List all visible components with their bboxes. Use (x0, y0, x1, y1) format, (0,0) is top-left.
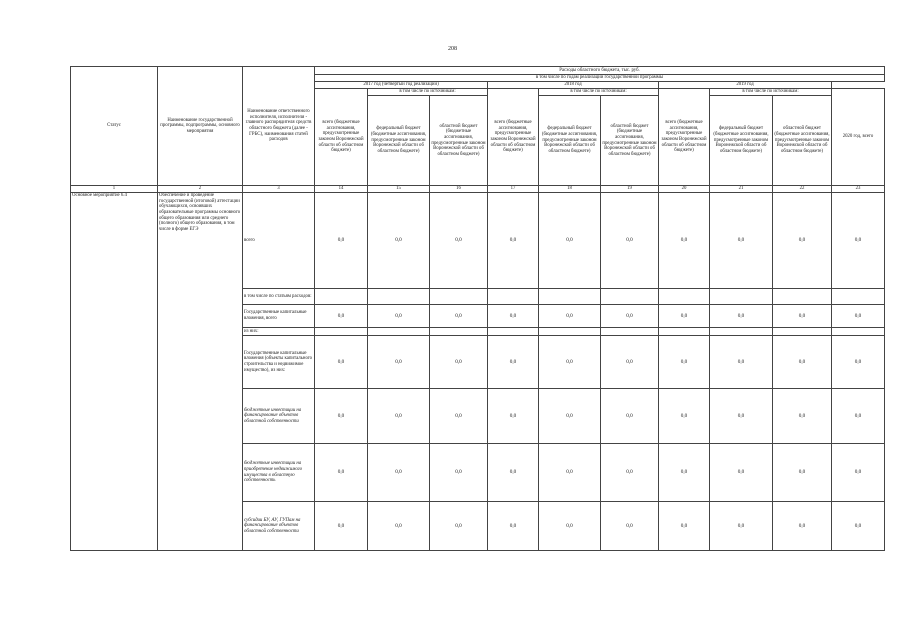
value-cell: 0,0 (659, 502, 710, 551)
header-program-name: Наименование государственной программы, подпрограммы, основного мероприятия (158, 67, 243, 186)
row-label: бюджетные инвестиции на финансирование объектов областной собственности (243, 389, 315, 444)
value-cell (539, 289, 601, 305)
value-cell: 0,0 (368, 444, 430, 502)
value-cell (368, 289, 430, 305)
value-cell: 0,0 (773, 305, 832, 328)
row-label: Государственные капитальные вложения, всего (243, 305, 315, 328)
value-cell (430, 328, 488, 336)
row-label: бюджетные инвестиции на приобретение недвижимого имущества в областную собственность (243, 444, 315, 502)
value-cell: 0,0 (539, 305, 601, 328)
value-cell: 0,0 (368, 389, 430, 444)
value-cell: 0,0 (773, 389, 832, 444)
value-cell: 0,0 (539, 444, 601, 502)
header-2020-total: 2020 год, всего (832, 89, 885, 186)
column-number-row (71, 186, 885, 193)
main-row-status: Основное мероприятие 6.4 (71, 193, 158, 551)
value-cell: 0,0 (710, 336, 773, 389)
header-by-years: в том числе по годам реализации государственной программы (315, 75, 885, 82)
value-cell: 0,0 (368, 336, 430, 389)
value-cell: 0,0 (430, 389, 488, 444)
value-cell: 0,0 (659, 193, 710, 289)
header-2018-regional: областной бюджет (бюджетные ассигнования, предусмотренные законом Воронежской области об областном бюджете) (601, 96, 659, 186)
col-num: 19 (601, 186, 659, 193)
value-cell (773, 289, 832, 305)
value-cell: 0,0 (710, 193, 773, 289)
col-num: 18 (539, 186, 601, 193)
value-cell: 0,0 (832, 336, 885, 389)
value-cell: 0,0 (368, 502, 430, 551)
value-cell: 0,0 (773, 502, 832, 551)
value-cell: 0,0 (488, 336, 539, 389)
page-number: 208 (448, 46, 457, 52)
value-cell: 0,0 (773, 193, 832, 289)
value-cell (832, 289, 885, 305)
value-cell (659, 289, 710, 305)
row-label: Государственные капитальные вложения (объекты капитального строительства и недвижимое имущество), из них: (243, 336, 315, 389)
value-cell: 0,0 (539, 336, 601, 389)
col-num: 21 (710, 186, 773, 193)
row-label: из них: (243, 328, 315, 336)
value-cell (539, 328, 601, 336)
header-2019-total: всего (бюджетные ассигнования, предусмотренные законом Воронежской области об областном бюджете) (659, 89, 710, 186)
col-num: 20 (659, 186, 710, 193)
value-cell: 0,0 (659, 336, 710, 389)
value-cell: 0,0 (315, 336, 368, 389)
value-cell (368, 328, 430, 336)
value-cell: 0,0 (488, 193, 539, 289)
value-cell: 0,0 (659, 444, 710, 502)
value-cell: 0,0 (710, 389, 773, 444)
value-cell (488, 289, 539, 305)
header-2019-regional: областной бюджет (бюджетные ассигнования, предусмотренные законом Воронежской области об областном бюджете) (773, 96, 832, 186)
value-cell (832, 328, 885, 336)
value-cell: 0,0 (710, 444, 773, 502)
value-cell: 0,0 (601, 389, 659, 444)
value-cell: 0,0 (488, 305, 539, 328)
value-cell: 0,0 (659, 305, 710, 328)
col-num: 1 (71, 186, 158, 193)
row-label: в том числе по статьям расходов: (243, 289, 315, 305)
value-cell: 0,0 (315, 502, 368, 551)
value-cell: 0,0 (601, 444, 659, 502)
col-num: 16 (430, 186, 488, 193)
table-row (71, 193, 885, 289)
value-cell: 0,0 (832, 193, 885, 289)
value-cell (601, 289, 659, 305)
header-2019-sources: в том числе по источникам: (710, 89, 832, 96)
value-cell: 0,0 (539, 193, 601, 289)
value-cell: 0,0 (368, 305, 430, 328)
value-cell: 0,0 (601, 336, 659, 389)
value-cell: 0,0 (601, 305, 659, 328)
budget-table (70, 66, 885, 551)
value-cell: 0,0 (430, 502, 488, 551)
value-cell: 0,0 (315, 305, 368, 328)
header-year-2019: 2019 год (659, 82, 832, 89)
value-cell: 0,0 (710, 502, 773, 551)
value-cell: 0,0 (832, 444, 885, 502)
value-cell: 0,0 (601, 193, 659, 289)
header-2017-sources: в том числе по источникам: (368, 89, 488, 96)
header-status: Статус (71, 67, 158, 186)
col-num: 23 (832, 186, 885, 193)
main-row-name: Обеспечение и проведение государственной (итоговой) аттестации обучающихся, освоивших образовательные программы основного общего образования или среднего (полного) общего образования, в том числе в форме ЕГЭ (158, 193, 243, 551)
col-num: 15 (368, 186, 430, 193)
col-num: 22 (773, 186, 832, 193)
value-cell: 0,0 (710, 305, 773, 328)
value-cell: 0,0 (488, 502, 539, 551)
col-num: 17 (488, 186, 539, 193)
header-year-2018: 2018 год (488, 82, 659, 89)
header-2018-total: всего (бюджетные ассигнования, предусмотренные законом Воронежской области об областном бюджете) (488, 89, 539, 186)
value-cell (430, 289, 488, 305)
value-cell (315, 289, 368, 305)
header-blank-cell (832, 82, 885, 89)
value-cell: 0,0 (832, 305, 885, 328)
header-2019-federal: федеральный бюджет (бюджетные ассигнования, предусмотренные законом Воронежской области об областном бюджете) (710, 96, 773, 186)
value-cell (488, 328, 539, 336)
value-cell (710, 289, 773, 305)
value-cell: 0,0 (430, 305, 488, 328)
value-cell: 0,0 (430, 193, 488, 289)
value-cell: 0,0 (430, 444, 488, 502)
value-cell: 0,0 (773, 444, 832, 502)
value-cell: 0,0 (368, 193, 430, 289)
value-cell: 0,0 (488, 444, 539, 502)
header-2018-sources: в том числе по источникам: (539, 89, 659, 96)
header-2017-total: всего (бюджетные ассигнования, предусмотренные законом Воронежской области об областном бюджете) (315, 89, 368, 186)
value-cell: 0,0 (488, 389, 539, 444)
value-cell: 0,0 (601, 502, 659, 551)
value-cell: 0,0 (315, 389, 368, 444)
col-num: 2 (158, 186, 243, 193)
row-label: всего (243, 193, 315, 289)
value-cell (601, 328, 659, 336)
value-cell: 0,0 (430, 336, 488, 389)
row-label: субсидии БУ, АУ, ГУПам на финансирование объектов областной собственности (243, 502, 315, 551)
header-year-2017: 2017 год (четвертый год реализации) (315, 82, 488, 89)
value-cell (659, 328, 710, 336)
value-cell: 0,0 (659, 389, 710, 444)
value-cell: 0,0 (832, 502, 885, 551)
value-cell: 0,0 (773, 336, 832, 389)
header-2017-federal: федеральный бюджет (бюджетные ассигнования, предусмотренные законом Воронежской области об областном бюджете) (368, 96, 430, 186)
col-num: 14 (315, 186, 368, 193)
col-num: 3 (243, 186, 315, 193)
header-2018-federal: федеральный бюджет (бюджетные ассигнования, предусмотренные законом Воронежской области об областном бюджете) (539, 96, 601, 186)
value-cell (710, 328, 773, 336)
value-cell (315, 328, 368, 336)
value-cell (773, 328, 832, 336)
value-cell: 0,0 (539, 389, 601, 444)
header-2017-regional: областной бюджет (бюджетные ассигнования, предусмотренные законом Воронежской области об областном бюджете) (430, 96, 488, 186)
value-cell: 0,0 (315, 193, 368, 289)
value-cell: 0,0 (539, 502, 601, 551)
value-cell: 0,0 (315, 444, 368, 502)
header-expenses: Расходы областного бюджета, тыс. руб. (315, 67, 885, 75)
value-cell: 0,0 (832, 389, 885, 444)
header-executor: Наименование ответственного исполнителя, исполнителя - главного распорядителя средств областного бюджета (далее - ГРБС), наименования статей расходов (243, 67, 315, 186)
